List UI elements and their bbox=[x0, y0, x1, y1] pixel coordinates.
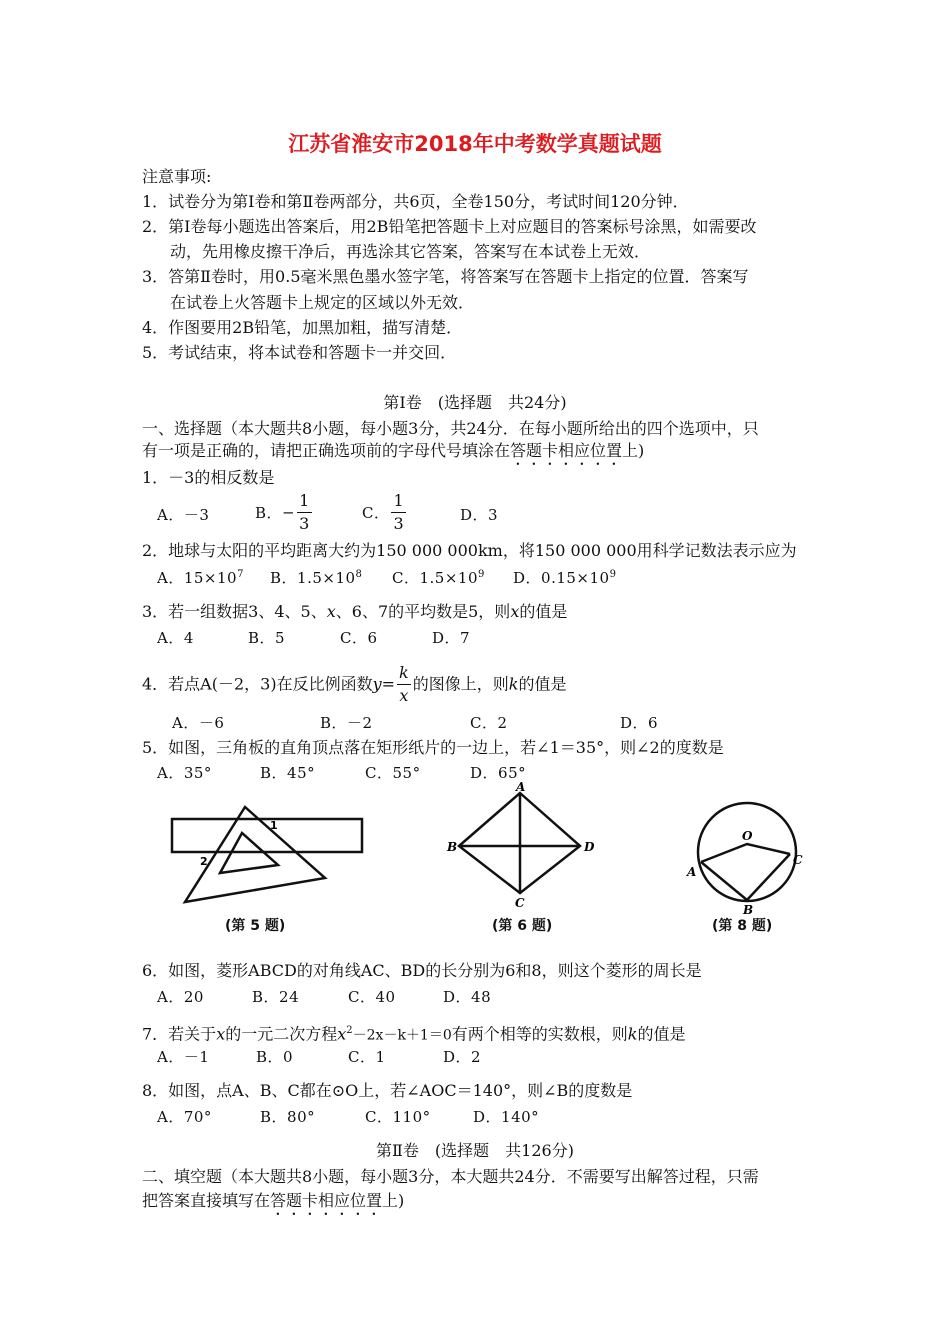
numerator: 1 bbox=[391, 490, 406, 513]
q8-option-c: C．110° bbox=[365, 1108, 431, 1126]
vertex-label-d: D bbox=[584, 840, 595, 854]
intro-text: 把答案直接填写在 bbox=[142, 1191, 271, 1210]
intro-text: 上) bbox=[622, 441, 645, 460]
fraction bbox=[297, 490, 312, 535]
emphasis-text: 答题卡相应位置 bbox=[270, 1191, 383, 1210]
option-text: B．1.5×10 bbox=[270, 569, 356, 587]
note-line: 4．作图要用2B铅笔，加黑加粗，描写清楚． bbox=[142, 318, 463, 337]
stem-text: 的值是 bbox=[637, 1024, 686, 1044]
q7-stem bbox=[142, 1020, 685, 1046]
section1-intro: 一、选择题（本大题共8小题，每小题3分，共24分．在每小题所给出的四个选项中，只 bbox=[142, 419, 759, 438]
vertex-label-a: A bbox=[516, 780, 526, 794]
q1-option-b bbox=[255, 490, 314, 535]
q4-option-a: A．－6 bbox=[172, 714, 225, 732]
stem-text: 的值是 bbox=[518, 674, 567, 694]
option-label: C． bbox=[362, 504, 390, 522]
fraction bbox=[391, 490, 406, 535]
note-line: 在试卷上火答题卡上规定的区域以外无效． bbox=[170, 293, 475, 312]
numerator: 1 bbox=[297, 490, 312, 513]
q1-option-d: D．3 bbox=[460, 506, 499, 524]
q4-option-d: D．6 bbox=[620, 714, 659, 732]
q2-option-c bbox=[392, 567, 485, 588]
q5-stem: 5．如图，三角板的直角顶点落在矩形纸片的一边上，若∠1＝35°，则∠2的度数是 bbox=[142, 738, 724, 757]
angle-label-2: 2 bbox=[200, 855, 208, 868]
note-line: 1．试卷分为第Ⅰ卷和第Ⅱ卷两部分，共6页，全卷150分，考试时间120分钟． bbox=[142, 192, 689, 211]
q6-option-b: B．24 bbox=[252, 988, 300, 1006]
note-line: 2．第Ⅰ卷每小题选出答案后，用2B铅笔把答题卡上对应题目的答案标号涂黑，如需要改 bbox=[142, 217, 757, 236]
stem-text: 4．若点A(－2，3)在反比例函数 bbox=[142, 674, 373, 694]
q5-option-b: B．45° bbox=[260, 764, 316, 782]
stem-text: 、6、7的平均数是5，则 bbox=[335, 602, 511, 621]
option-text: D．0.15×10 bbox=[513, 569, 610, 587]
variable: x bbox=[326, 602, 336, 621]
notes-heading: 注意事项: bbox=[142, 167, 212, 186]
q5-option-a: A．35° bbox=[157, 764, 212, 782]
q7-option-c: C．1 bbox=[348, 1048, 386, 1066]
q7-option-d: D．2 bbox=[443, 1048, 482, 1066]
denominator: 3 bbox=[393, 514, 405, 533]
figure-8-caption: (第 8 题) bbox=[712, 918, 773, 934]
variable: x bbox=[510, 602, 520, 621]
variable: x bbox=[337, 1024, 347, 1044]
vertex-label-c: C bbox=[515, 896, 525, 910]
q5-option-d: D．65° bbox=[470, 764, 527, 782]
q6-stem: 6．如图，菱形ABCD的对角线AC、BD的长分别为6和8，则这个菱形的周长是 bbox=[142, 961, 702, 980]
q3-stem bbox=[142, 601, 567, 623]
point-label-o: O bbox=[742, 829, 753, 843]
q2-option-b bbox=[270, 567, 362, 588]
q4-option-b: B．－2 bbox=[320, 714, 373, 732]
stem-text: 7．若关于 bbox=[142, 1024, 217, 1044]
rectangle-paper bbox=[172, 819, 362, 852]
q1-option-a: A．－3 bbox=[157, 506, 210, 524]
q3-option-b: B．5 bbox=[248, 629, 286, 647]
emphasis-text: 答题卡相应位置 bbox=[510, 441, 623, 460]
q4-stem bbox=[142, 662, 566, 707]
q3-option-c: C．6 bbox=[340, 629, 378, 647]
q6-option-c: C．40 bbox=[348, 988, 396, 1006]
q5-option-c: C．55° bbox=[365, 764, 421, 782]
q3-option-a: A．4 bbox=[157, 629, 194, 647]
figure-8 bbox=[683, 796, 813, 914]
q4-option-c: C．2 bbox=[470, 714, 508, 732]
figure-5-caption: (第 5 题) bbox=[225, 918, 286, 934]
variable: x bbox=[216, 1024, 226, 1044]
stem-text: 的值是 bbox=[519, 602, 568, 621]
equals: = bbox=[381, 674, 396, 694]
stem-text: 的一元二次方程 bbox=[225, 1024, 338, 1044]
denominator: 3 bbox=[299, 514, 310, 533]
numerator: k bbox=[397, 662, 411, 685]
q8-stem: 8．如图，点A、B、C都在⊙O上，若∠AOC＝140°，则∠B的度数是 bbox=[142, 1081, 633, 1100]
exponent: 9 bbox=[609, 569, 617, 580]
intro-text: 有一项是正确的，请把正确选项前的字母代号填涂在 bbox=[142, 441, 511, 460]
section1-header: 第Ⅰ卷 (选择题 共24分) bbox=[383, 393, 567, 412]
note-line: 5．考试结束，将本试卷和答题卡一并交回． bbox=[142, 343, 457, 362]
q8-option-a: A．70° bbox=[157, 1108, 212, 1126]
q3-option-d: D．7 bbox=[432, 629, 471, 647]
denominator: x bbox=[399, 686, 409, 705]
exponent: 2 bbox=[346, 1025, 353, 1036]
equation-text: －2x－k＋1＝0 bbox=[352, 1027, 452, 1044]
vertex-label-b: B bbox=[447, 840, 458, 854]
section2-intro-line2 bbox=[142, 1190, 404, 1219]
point-label-c: C bbox=[793, 853, 803, 867]
fraction bbox=[397, 662, 411, 707]
q1-option-c bbox=[362, 490, 408, 535]
q1-stem: 1．－3的相反数是 bbox=[142, 468, 275, 487]
q8-option-b: B．80° bbox=[260, 1108, 316, 1126]
figure-6-caption: (第 6 题) bbox=[492, 918, 553, 934]
exponent: 8 bbox=[355, 569, 363, 580]
q2-option-d bbox=[513, 567, 616, 588]
option-label: B． bbox=[255, 504, 283, 522]
q6-option-a: A．20 bbox=[157, 988, 204, 1006]
chords-ba-bc bbox=[701, 854, 790, 900]
intro-text: 上) bbox=[382, 1191, 405, 1210]
point-label-a: A bbox=[687, 865, 697, 879]
section2-header: 第Ⅱ卷 (选择题 共126分) bbox=[376, 1141, 574, 1160]
figure-6 bbox=[445, 780, 600, 910]
option-text: C．1.5×10 bbox=[392, 569, 478, 587]
q2-option-a bbox=[157, 567, 244, 588]
note-line: 动，先用橡皮擦干净后，再选涂其它答案，答案写在本试卷上无效． bbox=[170, 242, 651, 261]
q7-option-b: B．0 bbox=[256, 1048, 294, 1066]
q7-option-a: A．－1 bbox=[157, 1048, 210, 1066]
note-line: 3．答第Ⅱ卷时，用0.5毫米黑色墨水签字笔，将答案写在答题卡上指定的位置．答案写 bbox=[142, 267, 749, 286]
q8-option-d: D．140° bbox=[473, 1108, 540, 1126]
stem-text: 3．若一组数据3、4、5、 bbox=[142, 602, 327, 621]
variable: y bbox=[372, 674, 382, 694]
q6-option-d: D．48 bbox=[443, 988, 492, 1006]
exponent: 7 bbox=[237, 569, 244, 580]
section2-intro: 二、填空题（本大题共8小题，每小题3分，本大题共24分．不需要写出解答过程，只需 bbox=[142, 1167, 759, 1186]
page-title: 江苏省淮安市2018年中考数学真题试题 bbox=[288, 132, 662, 156]
stem-text: 有两个相等的实数根，则 bbox=[451, 1024, 628, 1044]
variable: k bbox=[627, 1024, 638, 1044]
variable: k bbox=[508, 674, 519, 694]
stem-text: 的图像上，则 bbox=[412, 674, 509, 694]
figure-5 bbox=[160, 805, 370, 910]
minus-sign: − bbox=[282, 503, 296, 522]
angle-label-1: 1 bbox=[270, 819, 278, 832]
section1-intro-line2 bbox=[142, 440, 644, 469]
q2-stem: 2．地球与太阳的平均距离大约为150 000 000km，将150 000 000用科学记数法表示应为 bbox=[142, 541, 797, 560]
point-label-b: B bbox=[743, 903, 754, 914]
option-text: A．15×10 bbox=[157, 569, 238, 587]
radii-oa-oc bbox=[701, 844, 790, 862]
exponent: 9 bbox=[478, 569, 485, 580]
